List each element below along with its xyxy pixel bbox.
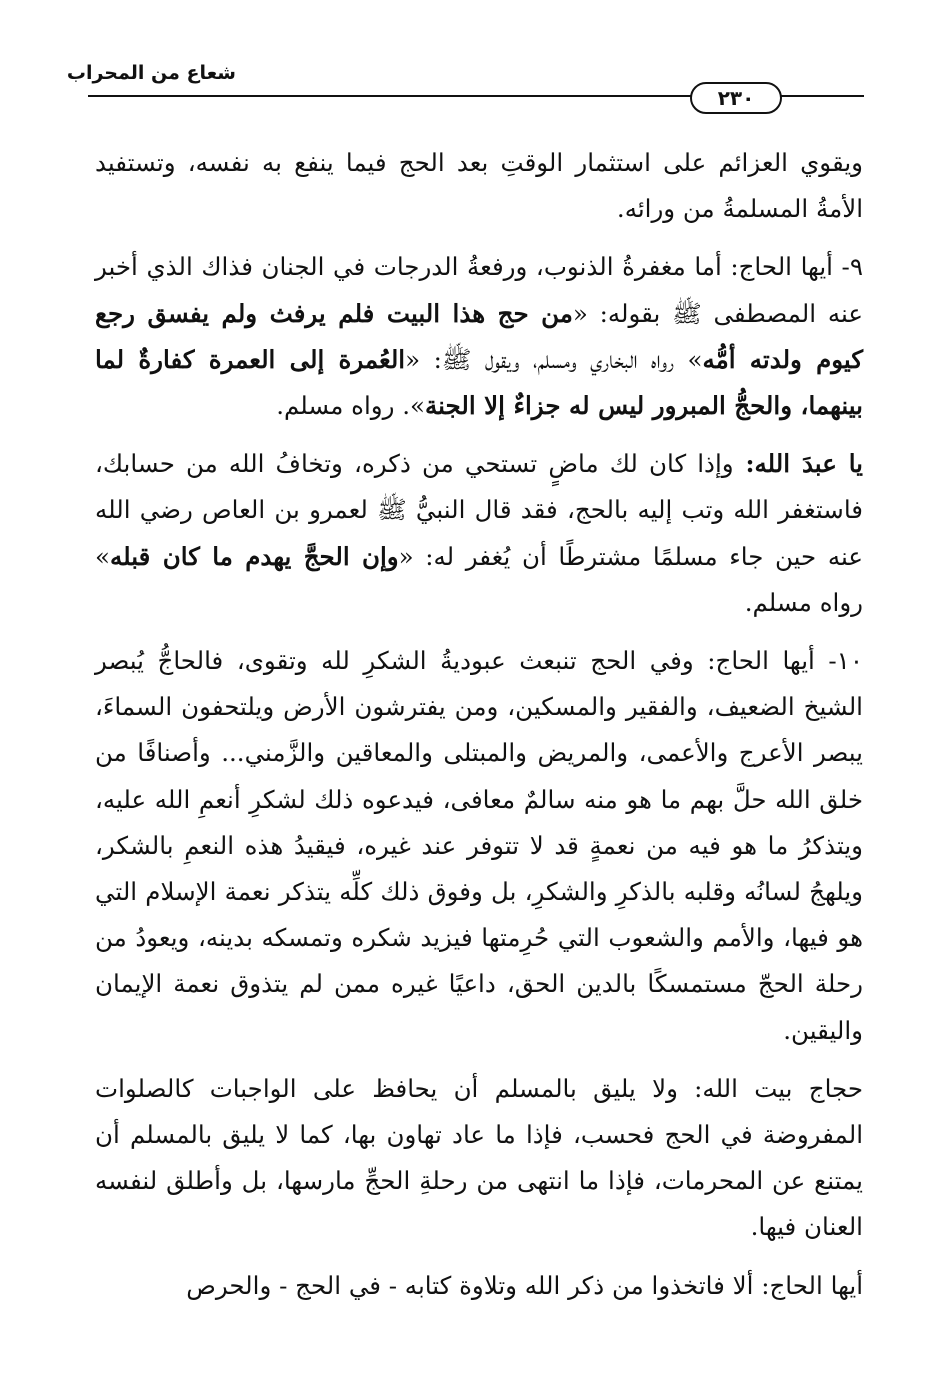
paragraph-p5 [95,1066,863,1251]
text-segment: » رواه مسلم. [95,541,863,617]
page-number-badge: ٢٣٠ [690,82,782,114]
page-header [66,58,864,110]
paragraph-p1 [95,140,863,232]
bold-segment: وإن الحجَّ يهدم ما كان قبله [110,541,399,571]
main-text [95,140,863,1321]
bold-segment: العُمرة إلى العمرة كفارةٌ لما بينهما، والحجُّ المبرور ليس له جزاءٌ إلا الجنة [95,344,863,421]
paragraph-p3 [95,441,863,626]
text-segment: ويقوي العزائم على استثمار الوقتِ بعد الحج فيما ينفع به نفسه، وتستفيد الأمةُ المسلمةُ من ورائه. [95,148,863,224]
text-segment: ». رواه مسلم. [276,391,426,421]
text-segment: أيها الحاج: ألا فاتخذوا من ذكر الله وتلاوة كتابه - في الحج - والحرص [186,1270,863,1300]
text-segment: ٩- أيها الحاج: أما مغفرةُ الذنوب، ورفعةُ الدرجات في الجنان فذاك الذي أخبر عنه المصطفى ﷺ بقوله: « [95,252,863,328]
bold-segment: من حج هذا البيت فلم يرفث ولم يفسق رجع كيوم ولدته أمُّه [95,298,863,374]
bold-segment: يا عبدَ الله: [733,449,863,479]
paragraph-p4 [95,638,863,1054]
paragraph-p2 [95,244,863,429]
text-segment: » رواه البخاري ومسلم، ويقول ﷺ: « [405,344,703,374]
running-title: شعاع من المحراب [66,62,236,84]
text-segment: حجاج بيت الله: ولا يليق بالمسلم أن يحافظ على الواجبات كالصلوات المفروضة في الحج فحسب، فإذا ما عاد تهاون بها، كما لا يليق بالمسلم أن يمتنع عن المحرمات، فإذا ما انتهى من رحلةِ الحجِّ مارسها، بل وأطلق لنفسه العنان فيها. [95,1073,863,1242]
paragraph-p6 [95,1263,863,1309]
text-segment: ١٠- أيها الحاج: وفي الحج تنبعث عبوديةُ الشكرِ لله وتقوى، فالحاجُّ يُبصر الشيخ الضعيف، والفقير والمسكين، ومن يفترشون الأرض ويلتحفون السماءَ، يبصر الأعرج والأعمى، والمريض والمبتلى والمعاقين والزَّمني... وأصنافًا من خلق الله حلَّ بهم ما هو منه سالمٌ معافى، فيدعوه ذلك لشكرِ أنعمِ الله عليه، ويتذكرُ ما هو فيه من نعمةٍ قد لا تتوفر عند غيره، فيقيدُ هذه النعمِ بالشكر، ويلهجُ لسانُه وقلبه بالذكرِ والشكرِ، بل وفوق ذلك كلِّه يتذكر نعمة الإسلام التي هو فيها، والأمم والشعوب التي حُرِمتها فيزيد شكره وتمسكه بدينه، ويعودُ من رحلة الحجّ مستمسكًا بالدين الحق، داعيًا غيره ممن لم يتذوق نعمة الإيمان واليقين. [95,646,863,1045]
text-segment: وإذا كان لك ماضٍ تستحي من ذكره، وتخافُ الله من حسابك، فاستغفر الله وتب إليه بالحج، فقد قال النبيُّ ﷺ لعمرو بن العاص رضي الله عنه حين جاء مسلمًا مشترطًا أن يُغفر له: « [95,449,863,571]
